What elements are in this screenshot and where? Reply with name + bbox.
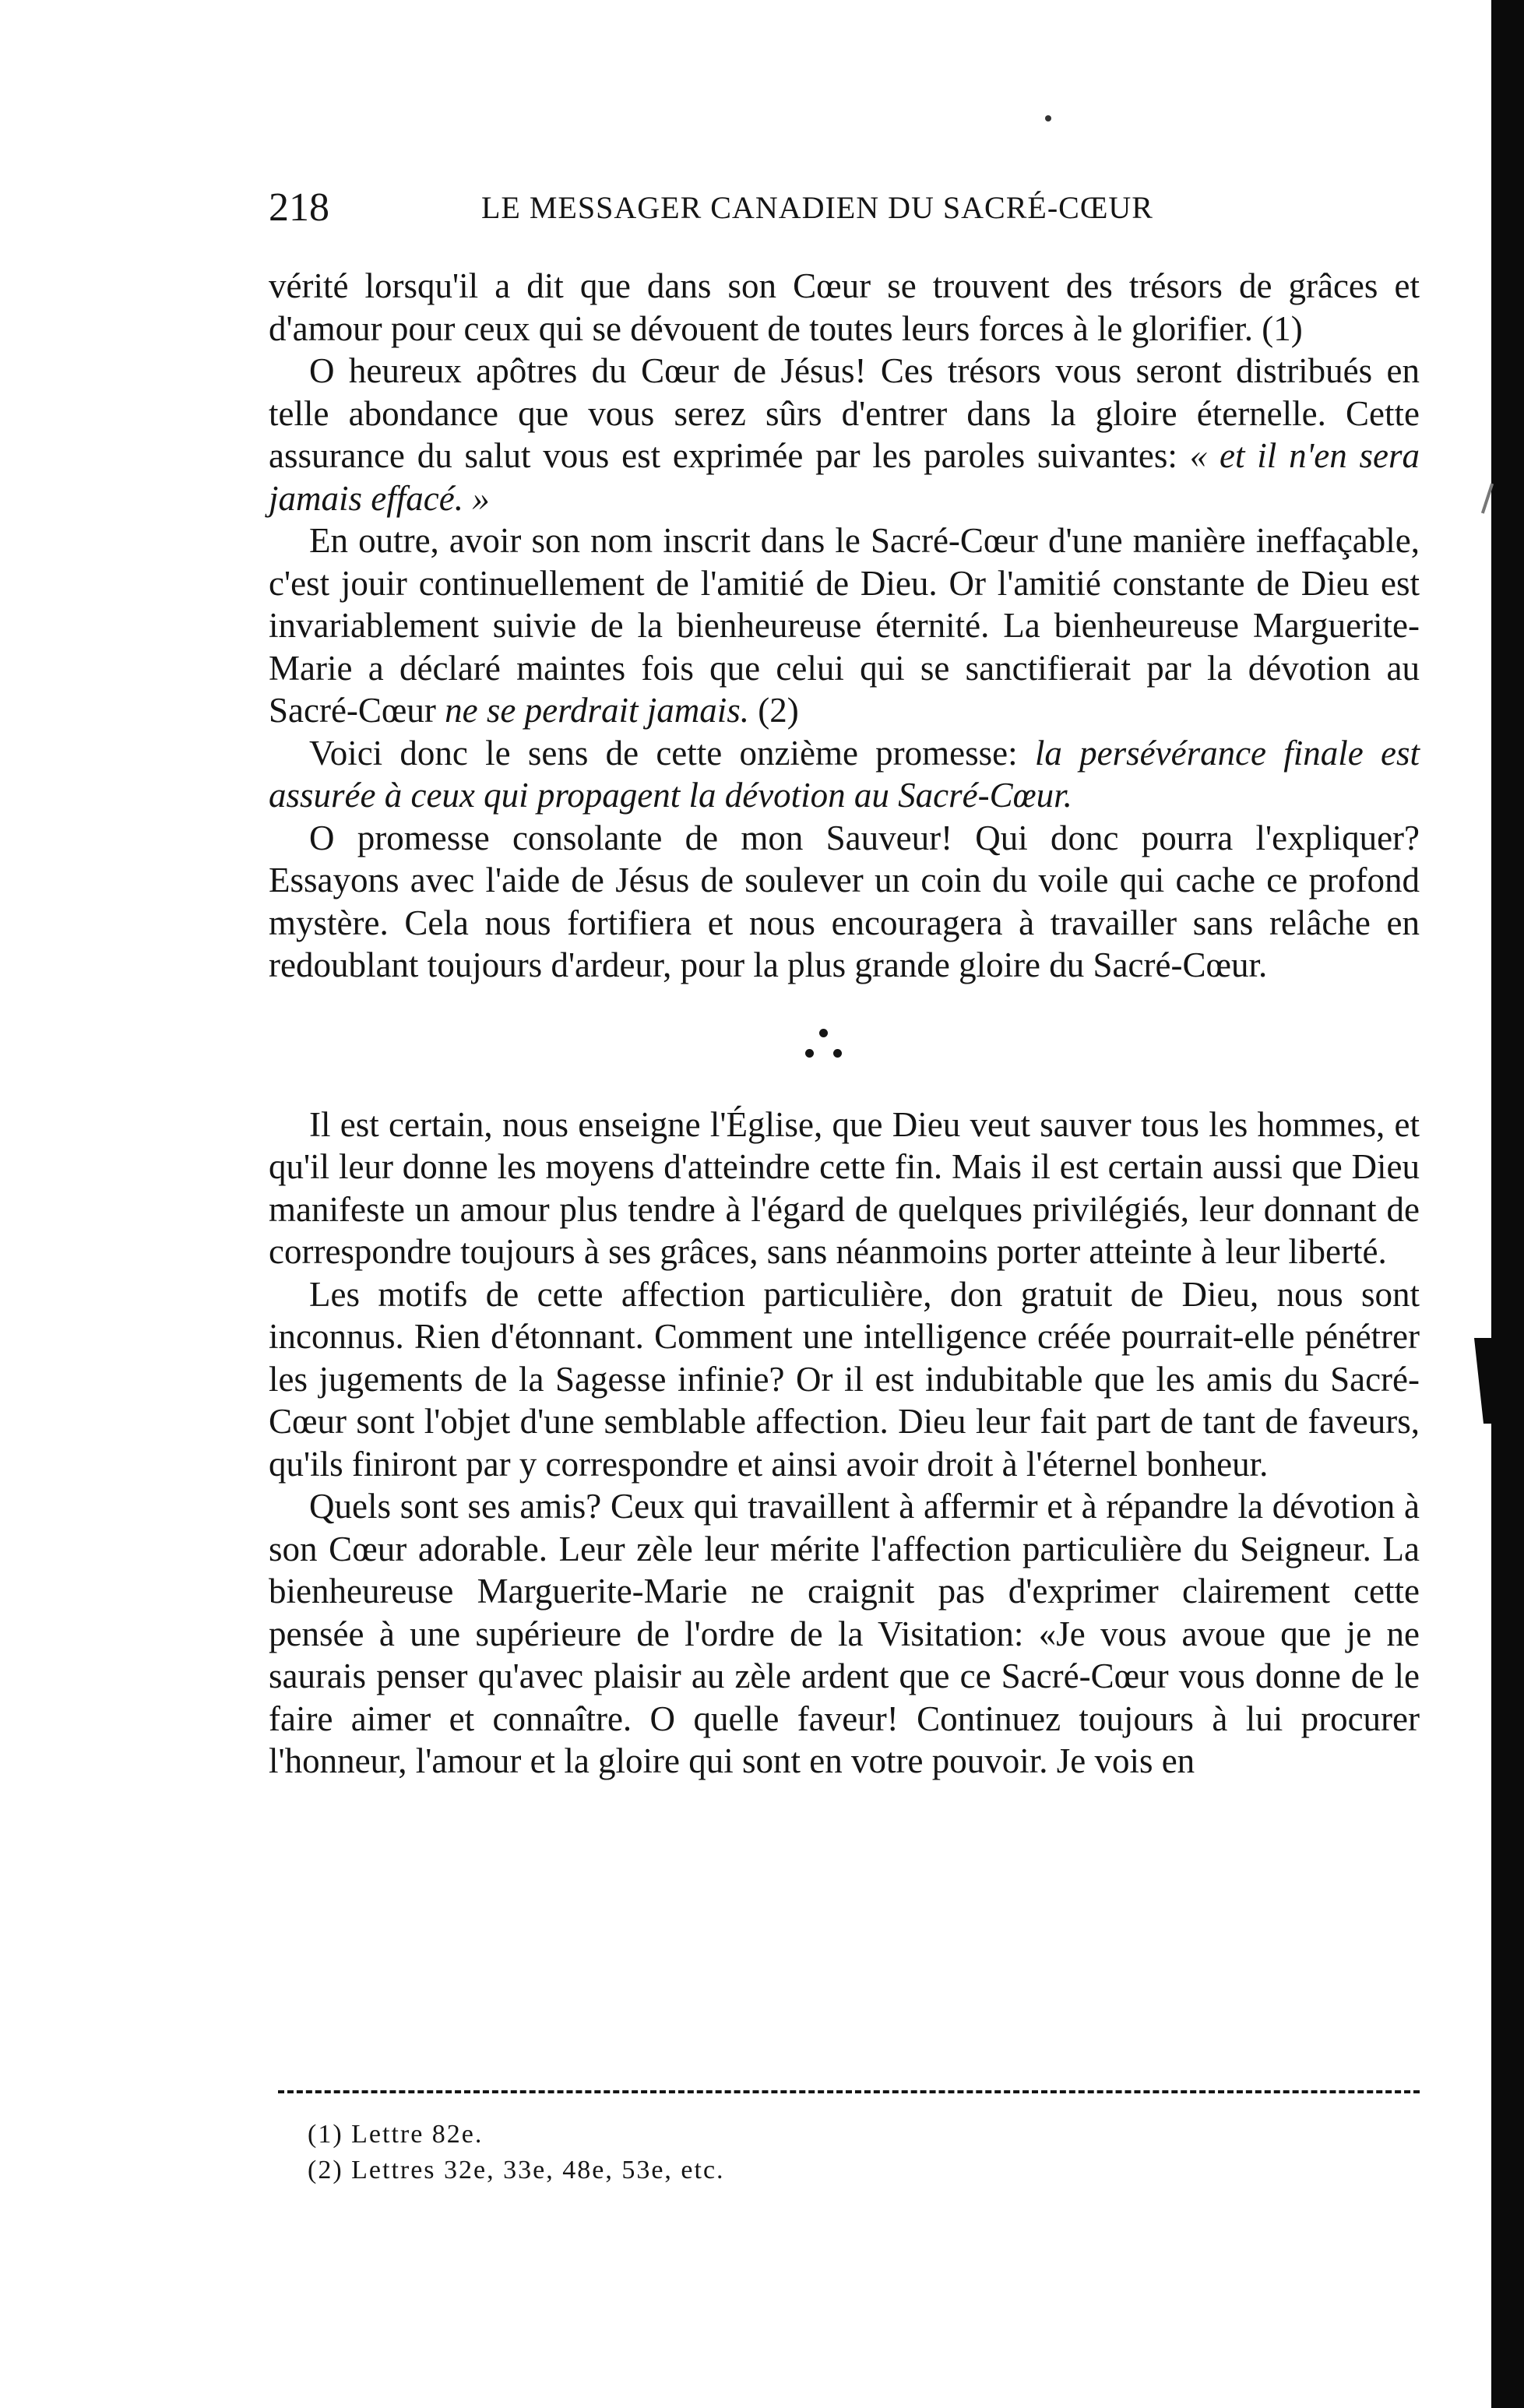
paragraph-3-note-ref: (2) xyxy=(748,691,799,730)
paragraph-7-text: Les motifs de cette affection particulière, don gratuit de Dieu, nous sont inconnus. Rien d'étonnant. Comment une intelligence créée pourrait-elle pénétrer les jugements de la Sagesse infinie? Or il est indubitable que les amis du Sacré-Cœur sont l'objet d'une semblable affection. Dieu leur fait part de tant de faveurs, qu'ils finiront par y correspondre et ainsi avoir droit à l'éternel bonheur. xyxy=(269,1274,1420,1484)
paragraph-5 xyxy=(269,817,1420,987)
scan-edge-notch xyxy=(1474,1338,1498,1424)
page-header xyxy=(269,181,1234,235)
paragraph-6-text: Il est certain, nous enseigne l'Église, que Dieu veut sauver tous les hommes, et qu'il leur donne les moyens d'atteindre cette fin. Mais il est certain aussi que Dieu manifeste un amour plus tendre à l'égard de quelques privilégiés, leur donnant de correspondre toujours à ses grâces, sans néanmoins porter atteinte à leur liberté. xyxy=(269,1104,1420,1271)
paragraph-1 xyxy=(269,265,1420,350)
paragraph-4-text: Voici donc le sens de cette onzième promesse: xyxy=(309,733,1035,773)
paragraph-8 xyxy=(269,1485,1420,1783)
asterism-dot xyxy=(805,1049,814,1058)
section-separator-asterism xyxy=(269,987,1420,1104)
paragraph-3-text: En outre, avoir son nom inscrit dans le Sacré-Cœur d'une manière ineffaçable, c'est jouir continuellement de l'amitié de Dieu. Or l'amitié constante de Dieu est invariablement suivie de la bienheureuse éternité. La bienheureuse Marguerite-Marie a déclaré maintes fois que celui qui se sanctifierait par la dévotion au Sacré-Cœur xyxy=(269,521,1420,730)
scan-edge-shadow xyxy=(1491,0,1524,2408)
paragraph-4-promise: la persévérance finale est assurée à ceux qui propagent la dévotion au Sacré-Cœur. xyxy=(269,733,1420,815)
footnote-1: (1) Lettre 82e. xyxy=(308,2120,484,2149)
asterism-dot xyxy=(819,1029,828,1037)
paragraph-2 xyxy=(269,350,1420,519)
footnote-2: (2) Lettres 32e, 33e, 48e, 53e, etc. xyxy=(308,2156,725,2184)
asterism-dot xyxy=(833,1049,842,1058)
running-title: LE MESSAGER CANADIEN DU SACRÉ-CŒUR xyxy=(481,190,1153,225)
paragraph-6 xyxy=(269,1104,1420,1273)
scan-speck xyxy=(1045,115,1051,121)
paragraph-5-text: O promesse consolante de mon Sauveur! Qui donc pourra l'expliquer? Essayons avec l'aide de Jésus de soulever un coin du voile qui cache ce profond mystère. Cela nous fortifiera et nous encouragera à travailler sans relâche en redoublant toujours d'ardeur, pour la plus grande gloire du Sacré-Cœur. xyxy=(269,818,1420,984)
footnotes xyxy=(308,2117,1008,2188)
paragraph-4 xyxy=(269,732,1420,817)
footnote-rule xyxy=(278,2090,1420,2093)
paragraph-1-text: vérité lorsqu'il a dit que dans son Cœur se trouvent des trésors de grâces et d'amour pour ceux qui se dévouent de toutes leurs forces à le glorifier. (1) xyxy=(269,266,1420,348)
page-number: 218 xyxy=(269,185,329,230)
paragraph-8-text: Quels sont ses amis? Ceux qui travaillent à affermir et à répandre la dévotion à son Cœur adorable. Leur zèle leur mérite l'affection particulière du Seigneur. La bienheureuse Marguerite-Marie ne craignit pas d'exprimer clairement cette pensée à une supérieure de l'ordre de la Visitation: «Je vous avoue que je ne saurais penser qu'avec plaisir au zèle ardent que ce Sacré-Cœur vous donne de le faire aimer et connaître. O quelle faveur! Continuez toujours à lui procurer l'honneur, l'amour et la gloire qui sont en votre pouvoir. Je vois en xyxy=(269,1487,1420,1780)
paragraph-2-text: O heureux apôtres du Cœur de Jésus! Ces trésors vous seront distribués en telle abondance que vous serez sûrs d'entrer dans la gloire éternelle. Cette assurance du salut vous est exprimée par les paroles suivantes: xyxy=(269,351,1420,475)
paragraph-3 xyxy=(269,519,1420,732)
paragraph-2-quote: « et il n'en sera jamais effacé. » xyxy=(269,436,1420,518)
page-body xyxy=(269,265,1420,1783)
paragraph-7 xyxy=(269,1273,1420,1486)
paragraph-3-emphasis: ne se perdrait jamais. xyxy=(445,691,749,730)
